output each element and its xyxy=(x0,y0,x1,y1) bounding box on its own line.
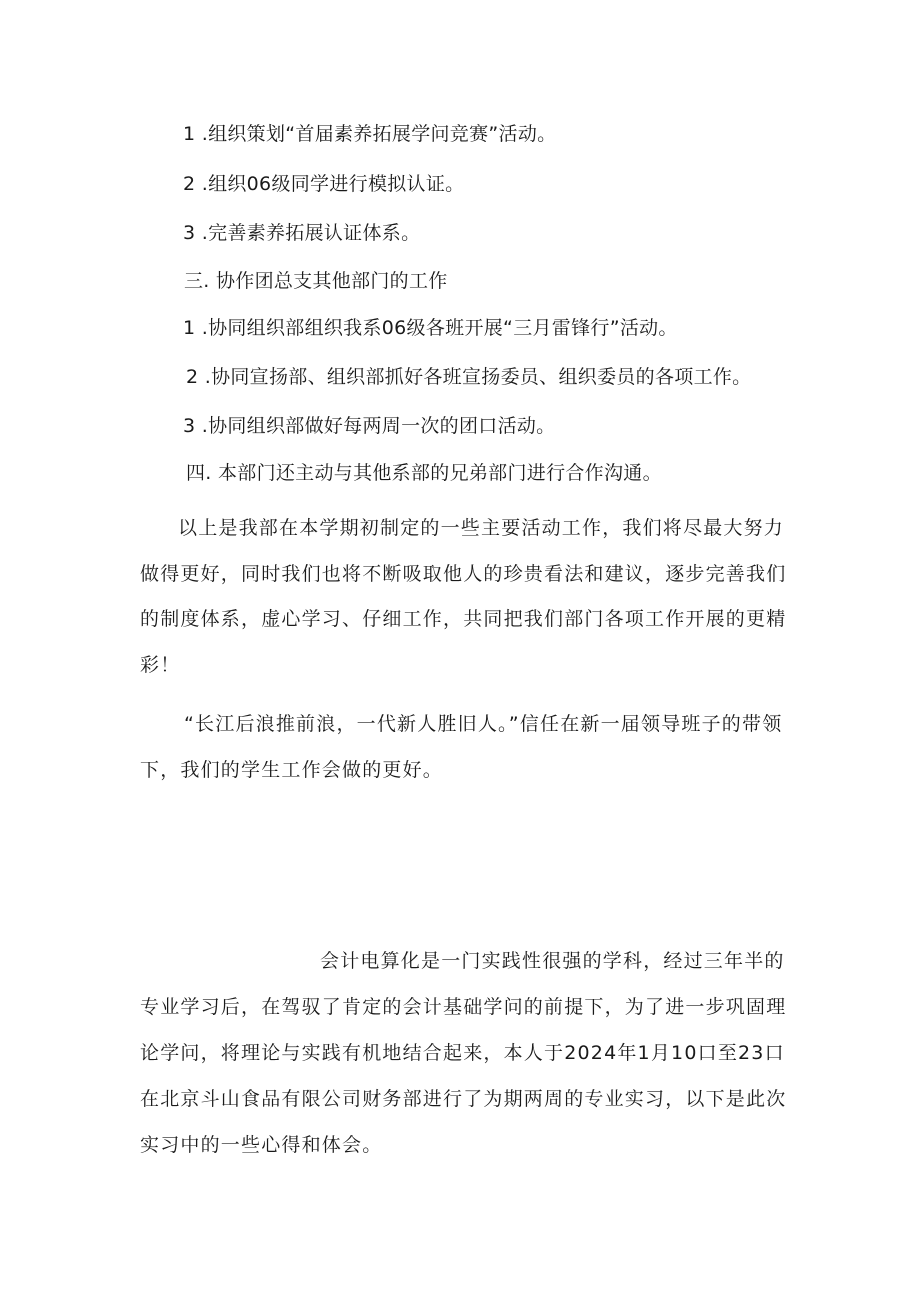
internship-paragraph: 会计电算化是一门实践性很强的学科，经过三年半的专业学习后，在驾驭了肯定的会计基础学问的前提下，为了进一步巩固理论学问，将理论与实践有机地结合起来，本人于2024年1月10口至23口在北京斗山食品有限公司财务部进行了为期两周的专业实习，以下是此次实习中的一些心得和体会。 xyxy=(140,950,787,1156)
list-a-item-2: 2 .组织06级同学进行模拟认证。 xyxy=(183,173,465,195)
list-b-item-3: 3 .协同组织部做好每两周一次的团口活动。 xyxy=(183,415,556,437)
summary-paragraph: 以上是我部在本学期初制定的一些主要活动工作，我们将尽最大努力做得更好，同时我们也将不断吸取他人的珍贵看法和建议，逐步完善我们的制度体系，虚心学习、仔细工作，共同把我们部门各项工作开展的更精彩！ xyxy=(140,517,787,677)
quote-paragraph: “长江后浪推前浪，一代新人胜旧人。”信任在新一届领导班子的带领下，我们的学生工作会做的更好。 xyxy=(140,713,783,781)
section-three-heading: 三. 协作团总支其他部门的工作 xyxy=(184,270,448,292)
section-four-heading: 四. 本部门还主动与其他系部的兄弟部门进行合作沟通。 xyxy=(186,462,662,484)
list-b-item-1: 1 .协同组织部组织我系06级各班开展“三月雷锋行”活动。 xyxy=(183,317,678,339)
list-b-item-2: 2 .协同宣扬部、组织部抓好各班宣扬委员、组织委员的各项工作。 xyxy=(186,366,752,388)
list-a-item-1: 1 .组织策划“首届素养拓展学问竞赛”活动。 xyxy=(183,123,557,145)
list-a-item-3: 3 .完善素养拓展认证体系。 xyxy=(183,222,421,244)
